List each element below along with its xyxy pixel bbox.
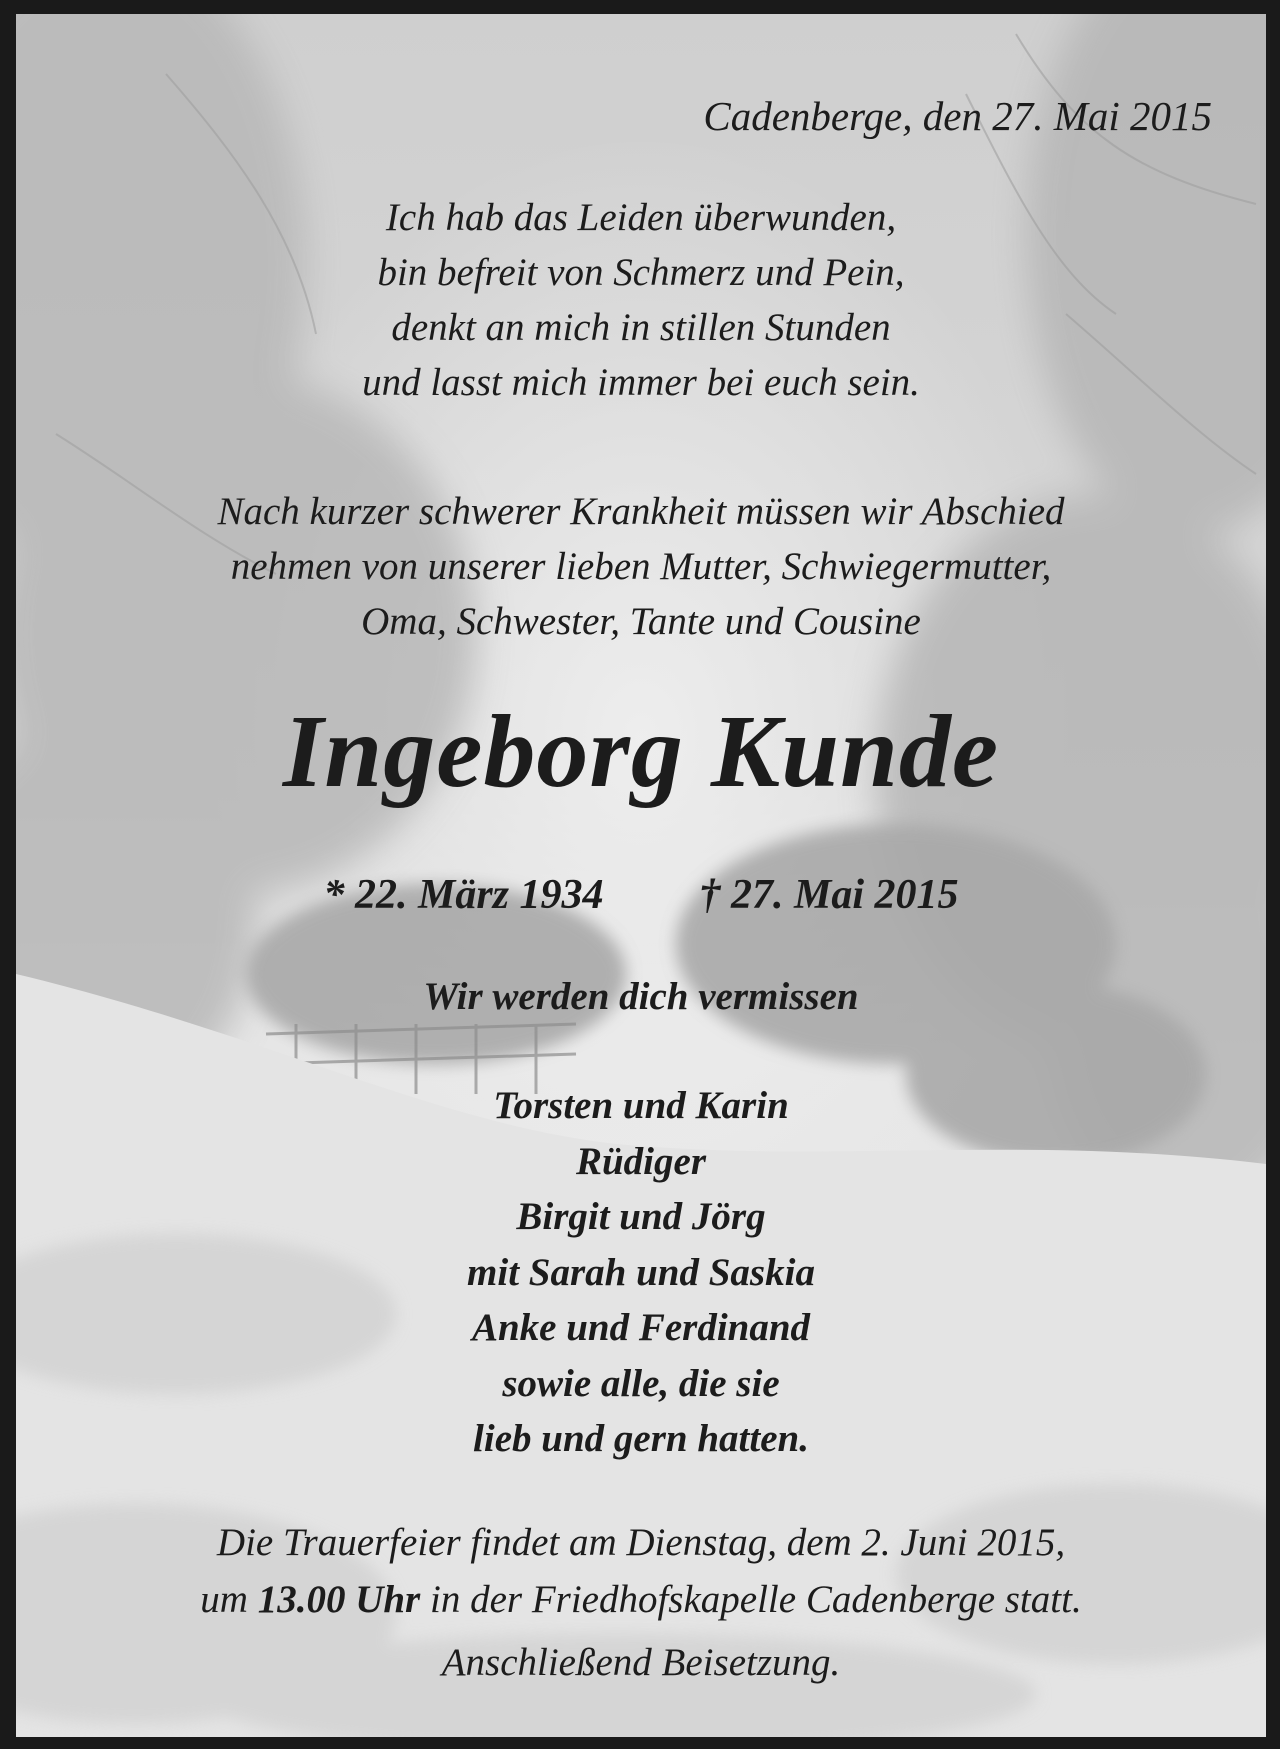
closing-line: Wir werden dich vermissen — [423, 975, 859, 1018]
mourner-line: lieb und gern hatten. — [473, 1417, 809, 1460]
mourners-list — [16, 1078, 1266, 1467]
place-and-date: Cadenberge, den 27. Mai 2015 — [703, 93, 1212, 139]
mourner-line: sowie alle, die sie — [502, 1361, 780, 1405]
announcement-line: nehmen von unserer lieben Mutter, Schwiegermutter, — [230, 545, 1052, 588]
funeral-line-2-prefix: um — [200, 1578, 258, 1621]
poem-line: denkt an mich in stillen Stunden — [391, 306, 891, 349]
funeral-line-2-suffix: in der Friedhofskapelle Cadenberge statt. — [420, 1578, 1082, 1621]
funeral-line-1: Die Trauerfeier findet am Dienstag, dem 2. Juni 2015, — [216, 1521, 1066, 1564]
mourner-line: Rüdiger — [575, 1139, 707, 1183]
death-date: † 27. Mai 2015 — [699, 872, 959, 918]
mourner-line: mit Sarah und Saskia — [467, 1250, 815, 1294]
burial-note: Anschließend Beisetzung. — [441, 1641, 841, 1684]
announcement-line: Nach kurzer schwerer Krankheit müssen wir Abschied — [217, 490, 1065, 533]
notice-text — [16, 14, 1266, 1737]
deceased-name: Ingeborg Kunde — [282, 694, 1000, 809]
announcement-text — [16, 484, 1266, 649]
funeral-info — [16, 1514, 1266, 1628]
poem-line: Ich hab das Leiden überwunden, — [385, 196, 897, 239]
funeral-time: 13.00 Uhr — [257, 1578, 421, 1621]
funeral-line-2 — [16, 1571, 1266, 1628]
mourner-line: Torsten und Karin — [493, 1084, 789, 1127]
poem-line: bin befreit von Schmerz und Pein, — [377, 251, 905, 294]
mourner-line: Birgit und Jörg — [516, 1195, 766, 1238]
poem-line: und lasst mich immer bei euch sein. — [362, 361, 920, 404]
poem — [16, 190, 1266, 410]
birth-date: * 22. März 1934 — [323, 872, 604, 918]
announcement-line: Oma, Schwester, Tante und Cousine — [361, 600, 921, 643]
life-dates — [16, 871, 1266, 919]
mourner-line: Anke und Ferdinand — [471, 1306, 811, 1349]
